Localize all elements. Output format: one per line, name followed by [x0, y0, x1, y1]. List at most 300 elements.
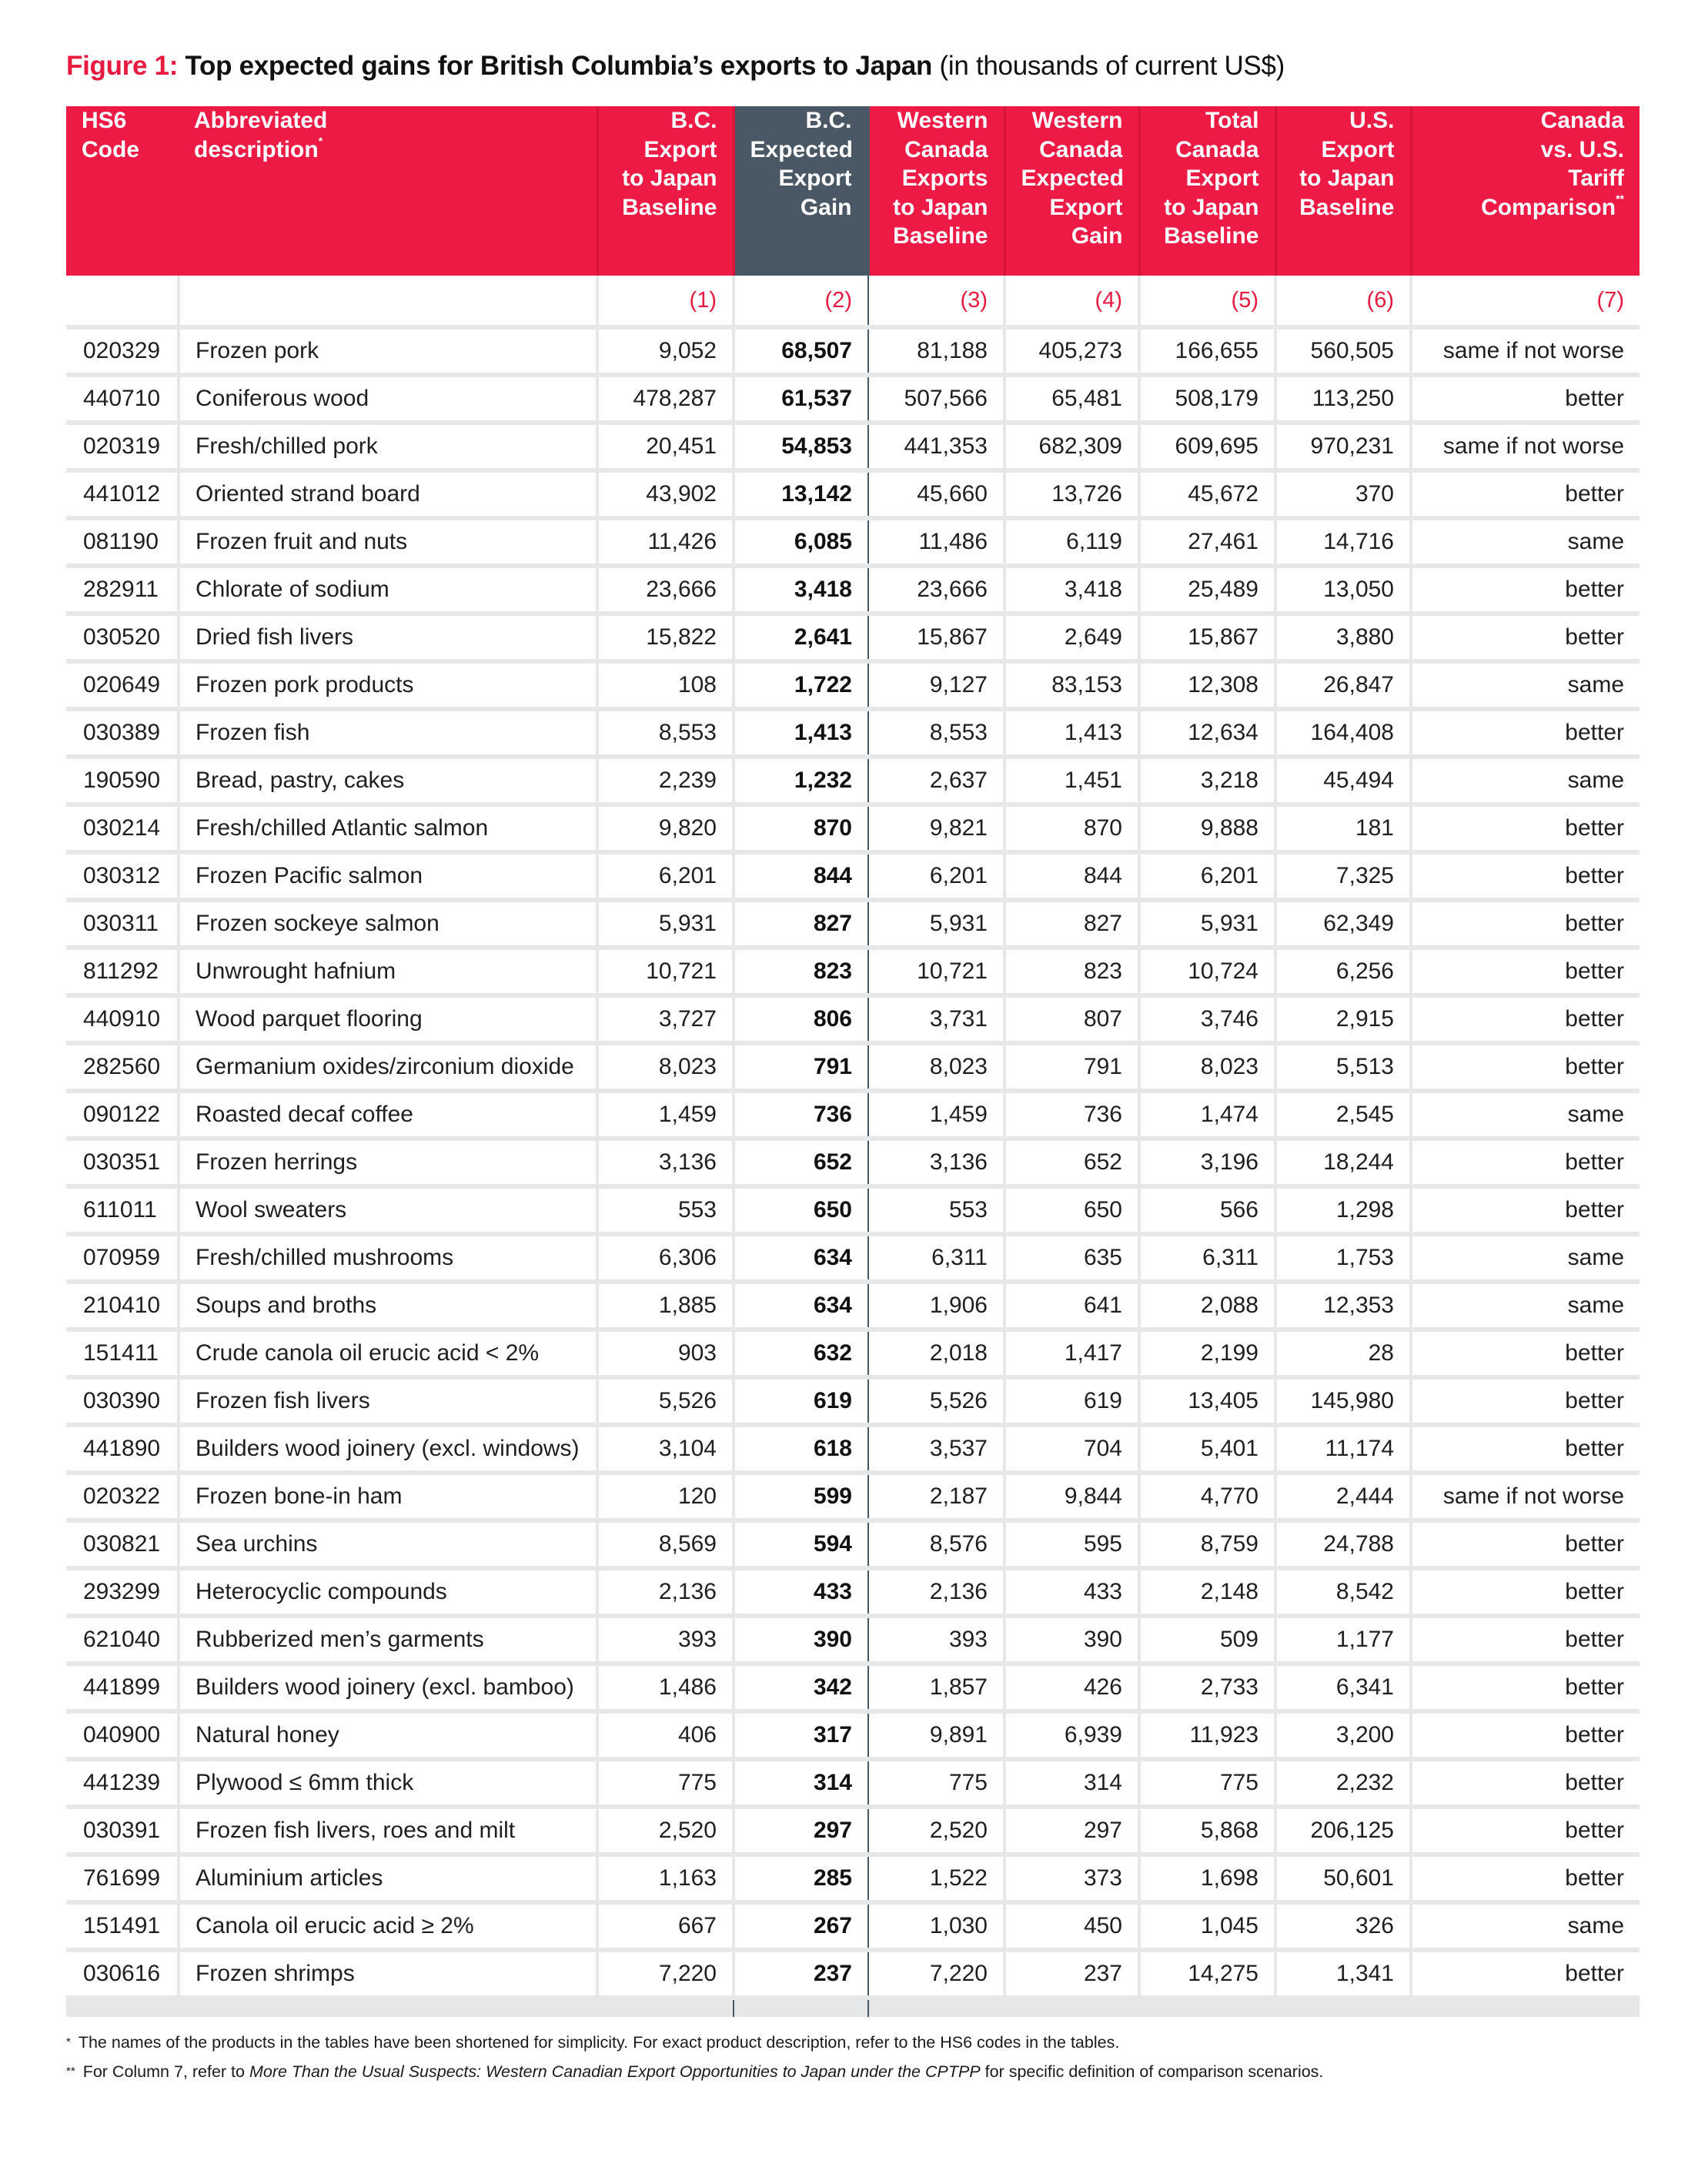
cell-bc-expected-gain: 54,853	[734, 423, 868, 470]
cell-bc-export-baseline: 3,104	[597, 1425, 734, 1473]
cell-bc-export-baseline: 8,023	[597, 1043, 734, 1091]
cell-description: Canola oil erucic acid ≥ 2%	[179, 1902, 597, 1950]
cell-description: Coniferous wood	[179, 375, 597, 423]
cell-wc-expected-gain: 827	[1004, 900, 1139, 948]
cell-bc-expected-gain: 390	[734, 1616, 868, 1664]
cell-wc-exports-baseline: 45,660	[868, 470, 1004, 518]
table-row	[66, 1425, 1639, 1473]
cell-description: Plywood ≤ 6mm thick	[179, 1759, 597, 1807]
cell-tariff-comparison: better	[1411, 948, 1639, 995]
cell-wc-expected-gain: 1,451	[1004, 757, 1139, 804]
cell-bc-export-baseline: 393	[597, 1616, 734, 1664]
cell-hs6-code: 030311	[66, 900, 179, 948]
table-row	[66, 327, 1639, 375]
cell-bc-export-baseline: 667	[597, 1902, 734, 1950]
cell-us-export-baseline: 181	[1275, 804, 1411, 852]
cell-wc-expected-gain: 870	[1004, 804, 1139, 852]
header-bc-expected-gain: B.C. Expected Export Gain	[734, 106, 868, 276]
cell-tariff-comparison: better	[1411, 1520, 1639, 1568]
cell-total-canada-baseline: 25,489	[1139, 566, 1275, 614]
cell-bc-export-baseline: 553	[597, 1186, 734, 1234]
table-row	[66, 709, 1639, 757]
table-row	[66, 1807, 1639, 1855]
cell-description: Crude canola oil erucic acid < 2%	[179, 1330, 597, 1377]
cell-wc-exports-baseline: 1,459	[868, 1091, 1004, 1139]
cell-total-canada-baseline: 12,634	[1139, 709, 1275, 757]
cell-wc-exports-baseline: 10,721	[868, 948, 1004, 995]
cell-us-export-baseline: 13,050	[1275, 566, 1411, 614]
cell-description: Wool sweaters	[179, 1186, 597, 1234]
cell-bc-export-baseline: 6,201	[597, 852, 734, 900]
cell-wc-exports-baseline: 1,522	[868, 1855, 1004, 1902]
cell-total-canada-baseline: 3,196	[1139, 1139, 1275, 1186]
cell-wc-expected-gain: 635	[1004, 1234, 1139, 1282]
cell-us-export-baseline: 62,349	[1275, 900, 1411, 948]
cell-wc-exports-baseline: 8,553	[868, 709, 1004, 757]
table-row	[66, 423, 1639, 470]
table-body	[66, 276, 1639, 2017]
table-row	[66, 757, 1639, 804]
cell-description: Frozen Pacific salmon	[179, 852, 597, 900]
cell-us-export-baseline: 18,244	[1275, 1139, 1411, 1186]
figure-title-unit: (in thousands of current US$)	[932, 51, 1285, 81]
cell-wc-expected-gain: 65,481	[1004, 375, 1139, 423]
cell-description: Unwrought hafnium	[179, 948, 597, 995]
cell-bc-export-baseline: 5,931	[597, 900, 734, 948]
cell-hs6-code: 090122	[66, 1091, 179, 1139]
table-row	[66, 614, 1639, 661]
cell-wc-expected-gain: 1,413	[1004, 709, 1139, 757]
cell-description: Frozen sockeye salmon	[179, 900, 597, 948]
cell-bc-expected-gain: 823	[734, 948, 868, 995]
cell-bc-expected-gain: 594	[734, 1520, 868, 1568]
cell-wc-expected-gain: 237	[1004, 1950, 1139, 1998]
cell-wc-exports-baseline: 5,931	[868, 900, 1004, 948]
cell-bc-export-baseline: 43,902	[597, 470, 734, 518]
column-number: (2)	[734, 276, 868, 327]
cell-wc-expected-gain: 823	[1004, 948, 1139, 995]
cell-description: Heterocyclic compounds	[179, 1568, 597, 1616]
cell-bc-export-baseline: 5,526	[597, 1377, 734, 1425]
table-header	[66, 106, 1639, 276]
cell-tariff-comparison: better	[1411, 1950, 1639, 1998]
cell-wc-exports-baseline: 2,637	[868, 757, 1004, 804]
cell-us-export-baseline: 1,341	[1275, 1950, 1411, 1998]
cell-total-canada-baseline: 13,405	[1139, 1377, 1275, 1425]
cell-hs6-code: 190590	[66, 757, 179, 804]
cell-tariff-comparison: better	[1411, 614, 1639, 661]
cell-us-export-baseline: 1,177	[1275, 1616, 1411, 1664]
cell-bc-export-baseline: 2,520	[597, 1807, 734, 1855]
column-number: (6)	[1275, 276, 1411, 327]
table-row	[66, 375, 1639, 423]
cell-bc-expected-gain: 652	[734, 1139, 868, 1186]
cell-hs6-code: 441239	[66, 1759, 179, 1807]
table-row	[66, 1759, 1639, 1807]
cell-description: Frozen fruit and nuts	[179, 518, 597, 566]
cell-hs6-code: 030389	[66, 709, 179, 757]
cell-tariff-comparison: better	[1411, 900, 1639, 948]
cell-bc-expected-gain: 791	[734, 1043, 868, 1091]
cell-total-canada-baseline: 5,868	[1139, 1807, 1275, 1855]
cell-us-export-baseline: 7,325	[1275, 852, 1411, 900]
cell-tariff-comparison: same if not worse	[1411, 1473, 1639, 1520]
cell-total-canada-baseline: 3,218	[1139, 757, 1275, 804]
cell-us-export-baseline: 1,753	[1275, 1234, 1411, 1282]
cell-hs6-code: 440910	[66, 995, 179, 1043]
cell-bc-export-baseline: 1,163	[597, 1855, 734, 1902]
cell-description: Frozen herrings	[179, 1139, 597, 1186]
table-row	[66, 1186, 1639, 1234]
cell-wc-exports-baseline: 3,136	[868, 1139, 1004, 1186]
cell-bc-export-baseline: 108	[597, 661, 734, 709]
cell-bc-expected-gain: 6,085	[734, 518, 868, 566]
table-row	[66, 995, 1639, 1043]
cell-total-canada-baseline: 609,695	[1139, 423, 1275, 470]
cell-bc-expected-gain: 1,722	[734, 661, 868, 709]
figure-label: Figure 1:	[66, 51, 179, 81]
cell-bc-export-baseline: 6,306	[597, 1234, 734, 1282]
cell-us-export-baseline: 14,716	[1275, 518, 1411, 566]
cell-description: Builders wood joinery (excl. windows)	[179, 1425, 597, 1473]
cell-bc-expected-gain: 2,641	[734, 614, 868, 661]
cell-total-canada-baseline: 1,698	[1139, 1855, 1275, 1902]
cell-tariff-comparison: same	[1411, 661, 1639, 709]
column-number: (4)	[1004, 276, 1139, 327]
cell-us-export-baseline: 113,250	[1275, 375, 1411, 423]
cell-total-canada-baseline: 8,023	[1139, 1043, 1275, 1091]
cell-total-canada-baseline: 775	[1139, 1759, 1275, 1807]
table-row	[66, 1330, 1639, 1377]
cell-us-export-baseline: 6,256	[1275, 948, 1411, 995]
cell-hs6-code: 030312	[66, 852, 179, 900]
cell-total-canada-baseline: 566	[1139, 1186, 1275, 1234]
cell-hs6-code: 081190	[66, 518, 179, 566]
cell-us-export-baseline: 1,298	[1275, 1186, 1411, 1234]
cell-description: Dried fish livers	[179, 614, 597, 661]
cell-wc-expected-gain: 2,649	[1004, 614, 1139, 661]
table-row	[66, 1568, 1639, 1616]
table-row	[66, 566, 1639, 614]
cell-wc-expected-gain: 3,418	[1004, 566, 1139, 614]
cell-wc-expected-gain: 6,119	[1004, 518, 1139, 566]
cell-description: Builders wood joinery (excl. bamboo)	[179, 1664, 597, 1711]
cell-bc-export-baseline: 3,136	[597, 1139, 734, 1186]
cell-wc-expected-gain: 405,273	[1004, 327, 1139, 375]
cell-us-export-baseline: 26,847	[1275, 661, 1411, 709]
cell-tariff-comparison: better	[1411, 1807, 1639, 1855]
cell-total-canada-baseline: 10,724	[1139, 948, 1275, 995]
cell-total-canada-baseline: 2,733	[1139, 1664, 1275, 1711]
cell-wc-expected-gain: 297	[1004, 1807, 1139, 1855]
table-row	[66, 518, 1639, 566]
cell-wc-exports-baseline: 11,486	[868, 518, 1004, 566]
cell-tariff-comparison: better	[1411, 852, 1639, 900]
footnote-1: * The names of the products in the tables have been shortened for simplicity. For exact product description, refer to the HS6 codes in the tables.	[66, 2033, 1120, 2052]
cell-description: Fresh/chilled pork	[179, 423, 597, 470]
cell-us-export-baseline: 2,232	[1275, 1759, 1411, 1807]
cell-tariff-comparison: better	[1411, 709, 1639, 757]
cell-us-export-baseline: 326	[1275, 1902, 1411, 1950]
cell-hs6-code: 070959	[66, 1234, 179, 1282]
cell-wc-expected-gain: 736	[1004, 1091, 1139, 1139]
cell-wc-exports-baseline: 2,018	[868, 1330, 1004, 1377]
cell-wc-exports-baseline: 2,520	[868, 1807, 1004, 1855]
cell-tariff-comparison: better	[1411, 1711, 1639, 1759]
cell-wc-exports-baseline: 1,857	[868, 1664, 1004, 1711]
cell-bc-export-baseline: 775	[597, 1759, 734, 1807]
cell-tariff-comparison: same	[1411, 757, 1639, 804]
table-bottom-bar	[66, 1998, 1639, 2017]
table-row	[66, 1282, 1639, 1330]
cell-bc-expected-gain: 736	[734, 1091, 868, 1139]
cell-hs6-code: 030390	[66, 1377, 179, 1425]
column-number: (1)	[597, 276, 734, 327]
cell-wc-exports-baseline: 553	[868, 1186, 1004, 1234]
cell-description: Frozen fish	[179, 709, 597, 757]
cell-us-export-baseline: 5,513	[1275, 1043, 1411, 1091]
cell-us-export-baseline: 11,174	[1275, 1425, 1411, 1473]
cell-bc-export-baseline: 2,136	[597, 1568, 734, 1616]
cell-bc-expected-gain: 1,413	[734, 709, 868, 757]
cell-us-export-baseline: 560,505	[1275, 327, 1411, 375]
cell-tariff-comparison: same	[1411, 1902, 1639, 1950]
cell-bc-expected-gain: 433	[734, 1568, 868, 1616]
cell-wc-exports-baseline: 1,030	[868, 1902, 1004, 1950]
cell-us-export-baseline: 24,788	[1275, 1520, 1411, 1568]
cell-description: Frozen bone-in ham	[179, 1473, 597, 1520]
table-row	[66, 1950, 1639, 1998]
cell-bc-expected-gain: 634	[734, 1282, 868, 1330]
cell-wc-exports-baseline: 15,867	[868, 614, 1004, 661]
cell-description: Bread, pastry, cakes	[179, 757, 597, 804]
cell-description: Aluminium articles	[179, 1855, 597, 1902]
cell-hs6-code: 441890	[66, 1425, 179, 1473]
cell-wc-exports-baseline: 393	[868, 1616, 1004, 1664]
cell-bc-expected-gain: 314	[734, 1759, 868, 1807]
cell-total-canada-baseline: 509	[1139, 1616, 1275, 1664]
cell-wc-expected-gain: 791	[1004, 1043, 1139, 1091]
cell-total-canada-baseline: 4,770	[1139, 1473, 1275, 1520]
cell-us-export-baseline: 45,494	[1275, 757, 1411, 804]
cell-description: Natural honey	[179, 1711, 597, 1759]
cell-total-canada-baseline: 6,201	[1139, 852, 1275, 900]
column-number-row	[66, 276, 1639, 327]
cell-wc-expected-gain: 13,726	[1004, 470, 1139, 518]
table-row	[66, 1139, 1639, 1186]
cell-bc-export-baseline: 478,287	[597, 375, 734, 423]
report-title-citation: More Than the Usual Suspects: Western Canadian Export Opportunities to Japan under the CPTPP	[249, 2062, 981, 2081]
cell-total-canada-baseline: 5,401	[1139, 1425, 1275, 1473]
cell-wc-exports-baseline: 9,891	[868, 1711, 1004, 1759]
cell-us-export-baseline: 370	[1275, 470, 1411, 518]
cell-tariff-comparison: better	[1411, 1616, 1639, 1664]
cell-bc-export-baseline: 23,666	[597, 566, 734, 614]
cell-bc-expected-gain: 618	[734, 1425, 868, 1473]
cell-wc-exports-baseline: 9,821	[868, 804, 1004, 852]
cell-wc-exports-baseline: 81,188	[868, 327, 1004, 375]
column-number	[66, 276, 179, 327]
cell-tariff-comparison: better	[1411, 470, 1639, 518]
header-bc-export-baseline: B.C. Export to Japan Baseline	[597, 106, 734, 276]
cell-wc-exports-baseline: 7,220	[868, 1950, 1004, 1998]
cell-total-canada-baseline: 2,088	[1139, 1282, 1275, 1330]
column-number: (7)	[1411, 276, 1639, 327]
cell-bc-export-baseline: 903	[597, 1330, 734, 1377]
cell-bc-export-baseline: 11,426	[597, 518, 734, 566]
cell-wc-exports-baseline: 3,537	[868, 1425, 1004, 1473]
cell-hs6-code: 020649	[66, 661, 179, 709]
cell-hs6-code: 030391	[66, 1807, 179, 1855]
cell-us-export-baseline: 50,601	[1275, 1855, 1411, 1902]
cell-bc-expected-gain: 13,142	[734, 470, 868, 518]
cell-wc-expected-gain: 9,844	[1004, 1473, 1139, 1520]
cell-bc-expected-gain: 297	[734, 1807, 868, 1855]
cell-description: Fresh/chilled mushrooms	[179, 1234, 597, 1282]
cell-wc-expected-gain: 390	[1004, 1616, 1139, 1664]
column-number	[179, 276, 597, 327]
cell-wc-exports-baseline: 6,311	[868, 1234, 1004, 1282]
table-row	[66, 1520, 1639, 1568]
cell-hs6-code: 210410	[66, 1282, 179, 1330]
table-row	[66, 900, 1639, 948]
cell-description: Oriented strand board	[179, 470, 597, 518]
cell-wc-exports-baseline: 23,666	[868, 566, 1004, 614]
cell-description: Frozen pork	[179, 327, 597, 375]
cell-total-canada-baseline: 11,923	[1139, 1711, 1275, 1759]
table-row	[66, 661, 1639, 709]
cell-bc-expected-gain: 634	[734, 1234, 868, 1282]
cell-wc-exports-baseline: 6,201	[868, 852, 1004, 900]
cell-us-export-baseline: 12,353	[1275, 1282, 1411, 1330]
cell-bc-expected-gain: 61,537	[734, 375, 868, 423]
table-row	[66, 852, 1639, 900]
cell-us-export-baseline: 145,980	[1275, 1377, 1411, 1425]
header-total-canada-baseline: Total Canada Export to Japan Baseline	[1139, 106, 1275, 276]
footnote-2: ** For Column 7, refer to More Than the Usual Suspects: Western Canadian Export Opportunities to Japan under the CPTPP for specific definition of comparison scenarios.	[66, 2062, 1324, 2081]
cell-wc-expected-gain: 682,309	[1004, 423, 1139, 470]
cell-hs6-code: 040900	[66, 1711, 179, 1759]
cell-bc-expected-gain: 599	[734, 1473, 868, 1520]
cell-hs6-code: 811292	[66, 948, 179, 995]
cell-tariff-comparison: same	[1411, 1282, 1639, 1330]
cell-us-export-baseline: 28	[1275, 1330, 1411, 1377]
cell-bc-export-baseline: 8,553	[597, 709, 734, 757]
cell-wc-exports-baseline: 441,353	[868, 423, 1004, 470]
cell-bc-expected-gain: 342	[734, 1664, 868, 1711]
cell-wc-exports-baseline: 1,906	[868, 1282, 1004, 1330]
cell-description: Chlorate of sodium	[179, 566, 597, 614]
cell-bc-expected-gain: 237	[734, 1950, 868, 1998]
cell-bc-export-baseline: 3,727	[597, 995, 734, 1043]
cell-description: Wood parquet flooring	[179, 995, 597, 1043]
cell-total-canada-baseline: 166,655	[1139, 327, 1275, 375]
cell-total-canada-baseline: 6,311	[1139, 1234, 1275, 1282]
cell-hs6-code: 293299	[66, 1568, 179, 1616]
cell-wc-expected-gain: 652	[1004, 1139, 1139, 1186]
cell-tariff-comparison: better	[1411, 1568, 1639, 1616]
cell-bc-export-baseline: 120	[597, 1473, 734, 1520]
cell-total-canada-baseline: 1,045	[1139, 1902, 1275, 1950]
cell-bc-expected-gain: 68,507	[734, 327, 868, 375]
cell-description: Sea urchins	[179, 1520, 597, 1568]
cell-description: Rubberized men’s garments	[179, 1616, 597, 1664]
figure-title	[66, 48, 1285, 85]
cell-us-export-baseline: 8,542	[1275, 1568, 1411, 1616]
cell-us-export-baseline: 164,408	[1275, 709, 1411, 757]
cell-tariff-comparison: better	[1411, 1425, 1639, 1473]
cell-wc-expected-gain: 807	[1004, 995, 1139, 1043]
cell-hs6-code: 020319	[66, 423, 179, 470]
cell-hs6-code: 282560	[66, 1043, 179, 1091]
cell-wc-expected-gain: 433	[1004, 1568, 1139, 1616]
cell-total-canada-baseline: 508,179	[1139, 375, 1275, 423]
table-row	[66, 1902, 1639, 1950]
cell-bc-export-baseline: 7,220	[597, 1950, 734, 1998]
cell-wc-expected-gain: 314	[1004, 1759, 1139, 1807]
cell-hs6-code: 030616	[66, 1950, 179, 1998]
cell-bc-expected-gain: 317	[734, 1711, 868, 1759]
cell-tariff-comparison: same	[1411, 1234, 1639, 1282]
cell-wc-exports-baseline: 2,136	[868, 1568, 1004, 1616]
cell-bc-expected-gain: 870	[734, 804, 868, 852]
cell-tariff-comparison: better	[1411, 566, 1639, 614]
cell-hs6-code: 020329	[66, 327, 179, 375]
cell-total-canada-baseline: 27,461	[1139, 518, 1275, 566]
table-row	[66, 1855, 1639, 1902]
cell-wc-expected-gain: 83,153	[1004, 661, 1139, 709]
cell-tariff-comparison: better	[1411, 804, 1639, 852]
cell-tariff-comparison: better	[1411, 1377, 1639, 1425]
table-row	[66, 804, 1639, 852]
cell-bc-expected-gain: 844	[734, 852, 868, 900]
table-row	[66, 1043, 1639, 1091]
cell-us-export-baseline: 3,880	[1275, 614, 1411, 661]
cell-description: Frozen fish livers, roes and milt	[179, 1807, 597, 1855]
cell-bc-expected-gain: 806	[734, 995, 868, 1043]
cell-bc-export-baseline: 8,569	[597, 1520, 734, 1568]
cell-bc-expected-gain: 650	[734, 1186, 868, 1234]
cell-bc-export-baseline: 1,885	[597, 1282, 734, 1330]
cell-wc-exports-baseline: 507,566	[868, 375, 1004, 423]
header-hs6-code: HS6 Code	[66, 106, 179, 276]
cell-bc-export-baseline: 1,486	[597, 1664, 734, 1711]
table-row	[66, 1616, 1639, 1664]
cell-bc-export-baseline: 406	[597, 1711, 734, 1759]
header-wc-expected-gain: Western Canada Expected Export Gain	[1004, 106, 1139, 276]
table-row	[66, 470, 1639, 518]
cell-hs6-code: 611011	[66, 1186, 179, 1234]
header-description: Abbreviated description*	[179, 106, 597, 276]
table-row	[66, 1234, 1639, 1282]
cell-hs6-code: 030520	[66, 614, 179, 661]
table-row	[66, 1377, 1639, 1425]
cell-total-canada-baseline: 3,746	[1139, 995, 1275, 1043]
cell-wc-expected-gain: 373	[1004, 1855, 1139, 1902]
cell-bc-expected-gain: 285	[734, 1855, 868, 1902]
cell-bc-expected-gain: 632	[734, 1330, 868, 1377]
cell-bc-export-baseline: 10,721	[597, 948, 734, 995]
cell-description: Soups and broths	[179, 1282, 597, 1330]
cell-total-canada-baseline: 1,474	[1139, 1091, 1275, 1139]
cell-wc-exports-baseline: 8,576	[868, 1520, 1004, 1568]
cell-hs6-code: 621040	[66, 1616, 179, 1664]
cell-tariff-comparison: better	[1411, 1043, 1639, 1091]
cell-wc-exports-baseline: 8,023	[868, 1043, 1004, 1091]
cell-bc-export-baseline: 15,822	[597, 614, 734, 661]
cell-tariff-comparison: better	[1411, 995, 1639, 1043]
cell-wc-expected-gain: 426	[1004, 1664, 1139, 1711]
